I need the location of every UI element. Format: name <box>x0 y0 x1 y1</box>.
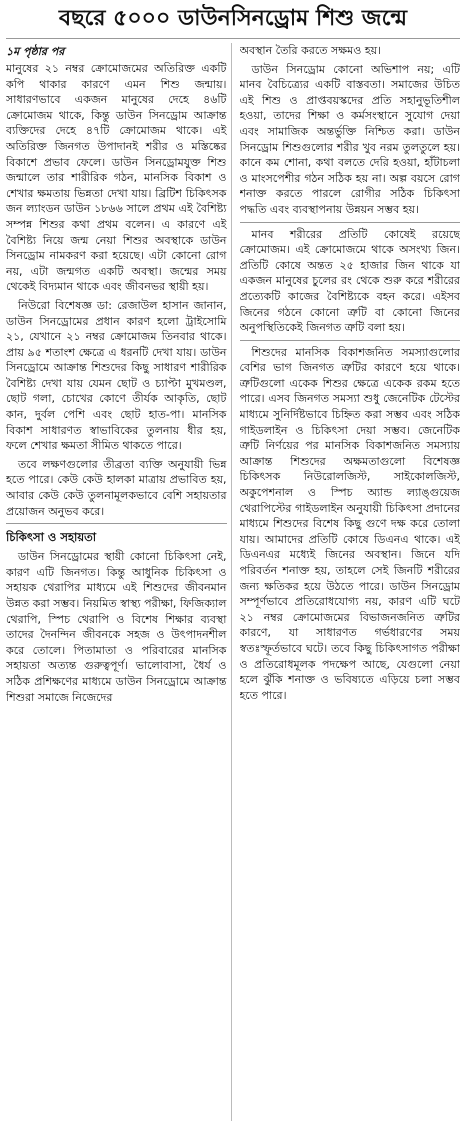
paragraph: শিশুদের মানসিক বিকাশজনিত সমস্যাগুলোর বেশির ভাগ জিনগত ত্রুটির কারণে হয়ে থাকে। ত্রুটিগুলো একেক শিশুর ক্ষেত্রে একেক রকম হতে পারে। এসব জিনগত সমস্যা শুধু জেনেটিক টেস্টের মাধ্যমে সুনির্দিষ্টভাবে চিহ্নিত করা সম্ভব এবং সঠিক গাইডলাইন ও চিকিৎসা দেয়া সম্ভব। জেনেটিক ত্রুটি নির্ণয়ের পর মানসিক বিকাশজনিত সমস্যায় আক্রান্ত শিশুদের অক্ষমতাগুলো বিশেষজ্ঞ চিকিৎসক নিউরোলজিস্ট, সাইকোলজিস্ট, অকুপেশনাল ও স্পিচ অ্যান্ড ল্যাঙ্গুয়েজ থেরাপিস্টের গাইডলাইন অনুযায়ী চিকিৎসা প্রদানের মাধ্যমে শিশুদের বিশেষ কিছু গুণে দক্ষ করে তোলা যায়। আমাদের প্রতিটি কোষে ডিএনএ থাকে। এই ডিএনএর মধ্যেই জিনের অবস্থান। জিনে যদি পরিবর্তন শনাক্ত হয়, তাহলে সেই জিনটি শরীরের জন্য ক্ষতিকর হয়ে উঠতে পারে। ডাউন সিনড্রোম সম্পূর্ণভাবে প্রতিরোধযোগ্য নয়, কারণ এটি ঘটে ২১ নম্বর ক্রোমোজমের বিভাজনজনিত ত্রুটির কারণে, যা সাধারণত গর্ভধারণের সময় স্বতঃস্ফূর্তভাবে ঘটে। তবে কিছু চিকিৎসাগত পরীক্ষা ও প্রতিরোধমূলক পদক্ষেপ আছে, যেগুলো নেয়া হলে ঝুঁকি শনাক্ত ও ভবিষ্যতে এড়িয়ে চলা সম্ভব হতে পারে। <box>239 345 460 702</box>
paragraph: মানুষের ২১ নম্বর ক্রোমোজমের অতিরিক্ত একটি কপি থাকার কারণে এমন শিশু জন্মায়। সাধারণভাবে একজন মানুষের দেহে ৪৬টি ক্রোমোজম থাকে, কিন্তু ডাউন সিনড্রোম আক্রান্ত ব্যক্তিদের দেহে ৪৭টি ক্রোমোজম থাকে। এই অতিরিক্ত জিনগত উপাদানই শরীর ও মস্তিষ্কের বিকাশে প্রভাব ফেলে। ডাউন সিনড্রোমযুক্ত শিশু জন্মালে তার শারীরিক গঠন, মানসিক বিকাশ ও শেখার ক্ষমতায় ভিন্নতা দেখা যায়। ব্রিটিশ চিকিৎসক জন ল্যাংডন ডাউন ১৮৬৬ সালে প্রথম এই বৈশিষ্ট্য সম্পন্ন শিশুর কথা প্রথম বলেন। এ কারণে এই বৈশিষ্ট্য নিয়ে জন্ম নেয়া শিশুর অবস্থাকে ডাউন সিনড্রোম নামকরণ করা হয়েছে। এটা কোনো রোগ নয়, এটা জন্মগত একটি অবস্থা। জন্মের সময় থেকেই বিদ্যমান থাকে এবং জীবনভর স্থায়ী হয়। <box>6 62 227 294</box>
paragraph: ডাউন সিনড্রোমের স্থায়ী কোনো চিকিৎসা নেই, কারণ এটি জিনগত। কিন্তু আধুনিক চিকিৎসা ও সহায়ক থেরাপির মাধ্যমে এই শিশুদের জীবনমান উন্নত করা সম্ভব। নিয়মিত স্বাস্থ্য পরীক্ষা, ফিজিক্যাল থেরাপি, স্পিচ থেরাপি ও বিশেষ শিক্ষার ব্যবস্থা তাদের দৈনন্দিন জীবনকে সহজ ও উৎপাদনশীল করে তোলে। পিতামাতা ও পরিবারের মানসিক সহায়তা অত্যন্ত গুরুত্বপূর্ণ। ভালোবাসা, ধৈর্য ও সঠিক প্রশিক্ষণের মাধ্যমে ডাউন সিনড্রোমে আক্রান্ত শিশুরা সমাজে নিজেদের <box>6 550 227 704</box>
paragraph: অবস্থান তৈরি করতে সক্ষমও হয়। <box>239 44 382 57</box>
paragraph: নিউরো বিশেষজ্ঞ ডা: রেজাউল হাসান জানান, ডাউন সিনড্রোমের প্রধান কারণ হলো ট্রাইসোমি ২১, যেখানে ২১ নম্বর ক্রোমোজম তিনবার থাকে। প্রায় ৯৫ শতাংশ ক্ষেত্রে এ ধরনটি দেখা যায়। ডাউন সিনড্রোমে আক্রান্ত শিশুদের কিছু সাধারণ শারীরিক বৈশিষ্ট্য দেখা যায় যেমন ছোট ও চ্যাপ্টা মুখমণ্ডল, ছোট গলা, চোখের কোণে তীর্যক আকৃতি, ছোট কান, দুর্বল পেশি এবং ছোট হাত-পা। মানসিক বিকাশ সাধারণত স্বাভাবিকের তুলনায় ধীর হয়, ফলে শেখার ক্ষমতা সীমিত থাকতে পারে। <box>6 298 227 453</box>
left-column <box>6 43 232 1121</box>
divider <box>240 222 461 223</box>
paragraph: তবে লক্ষণগুলোর তীব্রতা ব্যক্তি অনুযায়ী ভিন্ন হতে পারে। কেউ কেউ হালকা মাত্রায় প্রভাবিত হয়, আবার কেউ কেউ তুলনামূলকভাবে বেশি সহায়তার প্রয়োজন অনুভব করে। <box>6 457 227 518</box>
article-body <box>6 43 460 1121</box>
article-headline: বছরে ৫০০০ ডাউনসিনড্রোম শিশু জন্মে <box>6 4 460 39</box>
divider <box>6 523 227 524</box>
paragraph: মানব শরীরের প্রতিটি কোষেই রয়েছে ক্রোমোজম। এই ক্রোমোজমে থাকে অসংখ্য জিন। প্রতিটি কোষে অন্তত ২৫ হাজার জিন থাকে যা একজন মানুষের চুলের রং থেকে শুরু করে শরীরের প্রত্যেকটি কাজের বৈশিষ্ট্যকে বহন করে। এইসব জিনের গঠনে কোনো ত্রুটি বা কোনো জিনের অনুপস্থিতিকেই জিনগত ত্রুটি বলা হয়। <box>239 227 460 335</box>
continued-from-label: ১ম পৃষ্ঠার পর <box>6 45 65 58</box>
divider <box>240 340 461 341</box>
section-subheading: চিকিৎসা ও সহায়তা <box>6 530 97 545</box>
paragraph: ডাউন সিনড্রোম কোনো অভিশাপ নয়; এটি মানব বৈচিত্র্যের একটি বাস্তবতা। সমাজের উচিত এই শিশু ও প্রাপ্তবয়স্কদের প্রতি সহানুভূতিশীল হওয়া, তাদের শিক্ষা ও কর্মসংস্থানে সুযোগ দেয়া এবং সামাজিক অন্তর্ভুক্তি নিশ্চিত করা। ডাউন সিনড্রোম শিশুগুলোর শরীর খুব নরম তুলতুলে হয়। কানে কম শোনা, কথা বলতে দেরি হওয়া, হাঁটাচলা ও মাংসপেশীর গঠন সঠিক হয় না। অল্প বয়সে রোগ শনাক্ত করতে পারলে রোগীর সঠিক চিকিৎসা পদ্ধতি এবং ব্যবস্থাপনায় উন্নয়ন সম্ভব হয়। <box>239 62 460 216</box>
right-column <box>240 43 461 1121</box>
